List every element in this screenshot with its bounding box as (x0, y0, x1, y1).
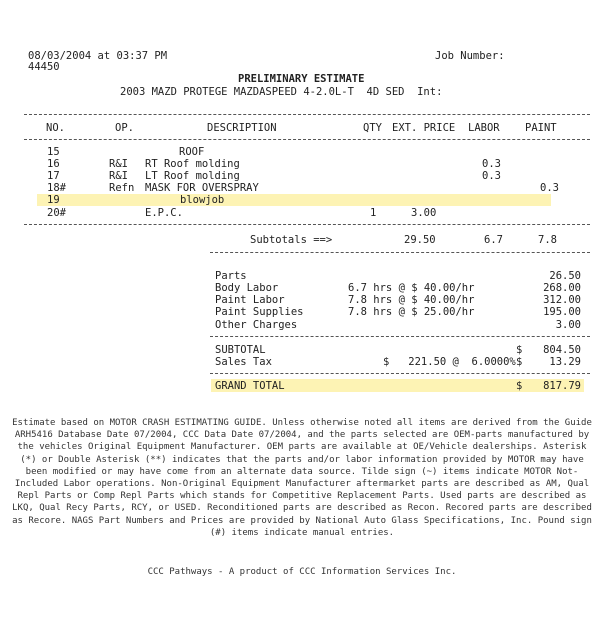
row-op: R&I (109, 158, 128, 170)
paint-labor-amount: 312.00 (543, 294, 581, 306)
col-qty: QTY (363, 122, 382, 134)
vehicle-description: 2003 MAZD PROTEGE MAZDASPEED 4-2.0L-T 4D SED Int: (120, 86, 443, 98)
body-labor-detail: 6.7 hrs @ $ 40.00/hr (348, 282, 475, 294)
sales-tax-detail: $ 221.50 @ 6.0000% (383, 356, 516, 368)
row-no: 15 (47, 146, 60, 158)
parts-amount: 26.50 (549, 270, 581, 282)
row-description: MASK FOR OVERSPRAY (145, 182, 259, 194)
file-number: 44450 (28, 61, 60, 73)
other-charges-label: Other Charges (215, 319, 298, 331)
items-rule (24, 224, 590, 225)
col-ext-price: EXT. PRICE (392, 122, 456, 134)
header-rule-bottom (24, 139, 590, 140)
print-datetime: 08/03/2004 at 03:37 PM (28, 50, 168, 62)
paint-labor-label: Paint Labor (215, 294, 285, 306)
row-description: LT Roof molding (145, 170, 240, 182)
col-op: OP. (115, 122, 134, 134)
document-title: PRELIMINARY ESTIMATE (238, 73, 365, 85)
disclaimer-text: Estimate based on MOTOR CRASH ESTIMATING GUIDE. Unless otherwise noted all items are derived from the Guide ARH5416 Database Date 07/2004, CCC Data Date 07/2004, and the parts selected are OEM-parts manufactured by the vehicles Original Equipment Manufacturer. OEM parts are available at OE/Vehicle dealerships. Asterisk (*) or Double Asterisk (**) indicates that the parts and/or labor information provided by MOTOR may have been modified or may have come from an alternate data source. Tilde sign (~) items indicate MOTOR Not-Included Labor operations. Non-Original Equipment Manufacturer aftermarket parts are described as AM, Qual Repl Parts or Comp Repl Parts which stands for Competitive Replacement Parts. Used parts are described as LKQ, Qual Recy Parts, RCY, or USED. Reconditioned parts are described as Recon. Recored parts are described as Recore. NAGS Part Numbers and Prices are provided by National Auto Glass Specifications, Inc. Pound sign (#) items indicate manual entries. (12, 418, 592, 538)
other-charges-amount: 3.00 (555, 319, 581, 331)
sales-tax-label: Sales Tax (215, 356, 272, 368)
grand-total-rule (210, 373, 590, 374)
sales-tax-currency: $ (516, 356, 523, 368)
row-op: Refn (109, 182, 135, 194)
row-qty: 1 (370, 207, 377, 219)
row-paint: 0.3 (540, 182, 559, 194)
row-description: RT Roof molding (145, 158, 240, 170)
subtotals-price: 29.50 (404, 234, 436, 246)
subtotals-rule (210, 252, 590, 253)
grand-total-amount: 817.79 (543, 380, 581, 392)
subtotals-label: Subtotals ==> (250, 234, 333, 246)
subtotal-amount: 804.50 (543, 344, 581, 356)
subtotals-paint: 7.8 (538, 234, 557, 246)
header-rule-top (24, 114, 590, 115)
row-price: 3.00 (411, 207, 437, 219)
grand-total-currency: $ (516, 380, 523, 392)
col-labor: LABOR (468, 122, 500, 134)
row-description: E.P.C. (145, 207, 183, 219)
row-highlight (37, 194, 551, 206)
row-no: 18# (47, 182, 66, 194)
parts-label: Parts (215, 270, 247, 282)
job-number-label: Job Number: (435, 50, 505, 62)
row-no: 17 (47, 170, 60, 182)
row-op: R&I (109, 170, 128, 182)
paint-supplies-detail: 7.8 hrs @ $ 25.00/hr (348, 306, 475, 318)
col-no: NO. (46, 122, 65, 134)
grand-total-label: GRAND TOTAL (215, 380, 285, 392)
row-description: ROOF (179, 146, 205, 158)
paint-supplies-label: Paint Supplies (215, 306, 304, 318)
body-labor-label: Body Labor (215, 282, 279, 294)
col-paint: PAINT (525, 122, 557, 134)
footer-credit: CCC Pathways - A product of CCC Information Services Inc. (147, 567, 457, 577)
col-description: DESCRIPTION (207, 122, 277, 134)
row-no: 16 (47, 158, 60, 170)
row-no: 20# (47, 207, 66, 219)
row-description: blowjob (180, 194, 225, 206)
sales-tax-amount: 13.29 (549, 356, 581, 368)
subtotals-labor: 6.7 (484, 234, 503, 246)
paint-supplies-amount: 195.00 (543, 306, 581, 318)
row-no: 19 (47, 194, 60, 206)
subtotal-label: SUBTOTAL (215, 344, 266, 356)
summary-rule (210, 336, 590, 337)
row-labor: 0.3 (482, 170, 501, 182)
paint-labor-detail: 7.8 hrs @ $ 40.00/hr (348, 294, 475, 306)
row-labor: 0.3 (482, 158, 501, 170)
subtotal-currency: $ (516, 344, 523, 356)
body-labor-amount: 268.00 (543, 282, 581, 294)
